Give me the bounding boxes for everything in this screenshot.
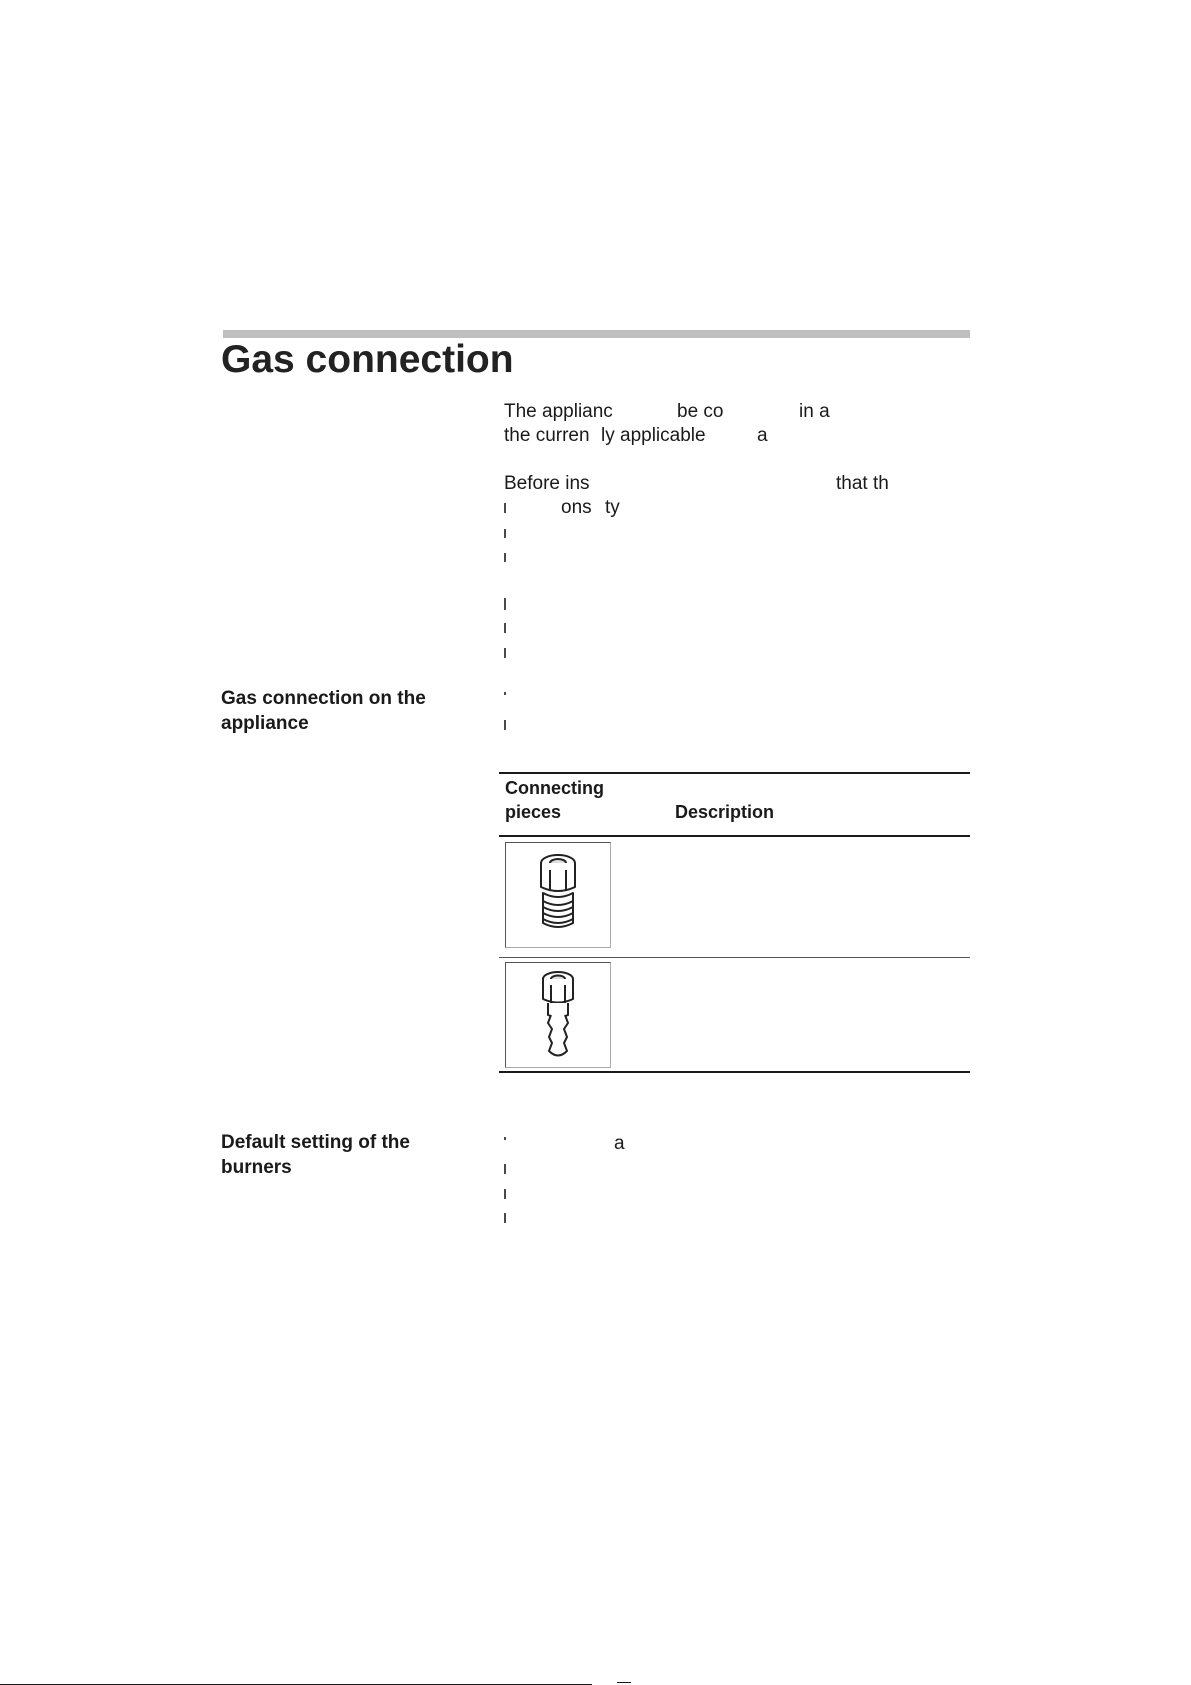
body-glyph-fragment [504, 648, 506, 658]
section-heading-gas-connection-on-appliance [221, 687, 461, 736]
heading-line: Default setting of the [221, 1132, 410, 1153]
body-glyph-fragment [504, 623, 506, 633]
body-glyph-fragment [504, 720, 506, 730]
body-glyph-fragment [504, 1137, 506, 1140]
body-glyph-fragment [504, 598, 506, 610]
table-top-rule [499, 772, 970, 774]
table-header-line: pieces [505, 802, 562, 822]
body-fragment: a [614, 1133, 625, 1154]
heading-line: appliance [221, 712, 309, 734]
page-title: Gas connection [221, 338, 514, 381]
body-glyph-fragment [504, 692, 506, 695]
table-row [505, 962, 611, 1068]
body-fragment: the curren [504, 425, 590, 446]
body-fragment: in a [799, 401, 830, 422]
table-row-rule [499, 957, 970, 958]
body-fragment: The applianc [504, 401, 613, 422]
body-fragment: ly applicable [601, 425, 706, 446]
body-fragment: ty [605, 497, 620, 518]
table-header-connecting-pieces [505, 776, 604, 824]
table-header-line: Connecting [505, 778, 604, 798]
table-row [505, 842, 611, 948]
body-glyph-fragment [504, 1164, 506, 1174]
hose-nozzle-connector-icon [506, 963, 610, 1067]
body-fragment: a [757, 425, 768, 446]
heading-line: Gas connection on the [221, 688, 426, 709]
body-glyph-fragment [504, 1213, 506, 1223]
body-fragment: ons [561, 497, 592, 518]
body-glyph-fragment [504, 529, 506, 538]
section-heading-default-setting-burners [221, 1131, 461, 1180]
threaded-connector-icon [506, 843, 610, 947]
table-header-rule [499, 835, 970, 837]
table-header-description: Description [675, 802, 775, 822]
body-fragment: Before ins [504, 473, 590, 494]
table-bottom-rule [499, 1071, 970, 1073]
body-fragment: be co [677, 401, 724, 422]
body-glyph-fragment [504, 503, 506, 513]
heading-line: burners [221, 1156, 292, 1178]
body-glyph-fragment [504, 1189, 506, 1199]
body-fragment: that th [836, 473, 889, 494]
body-glyph-fragment [504, 553, 506, 562]
footer-mark [617, 1682, 631, 1683]
